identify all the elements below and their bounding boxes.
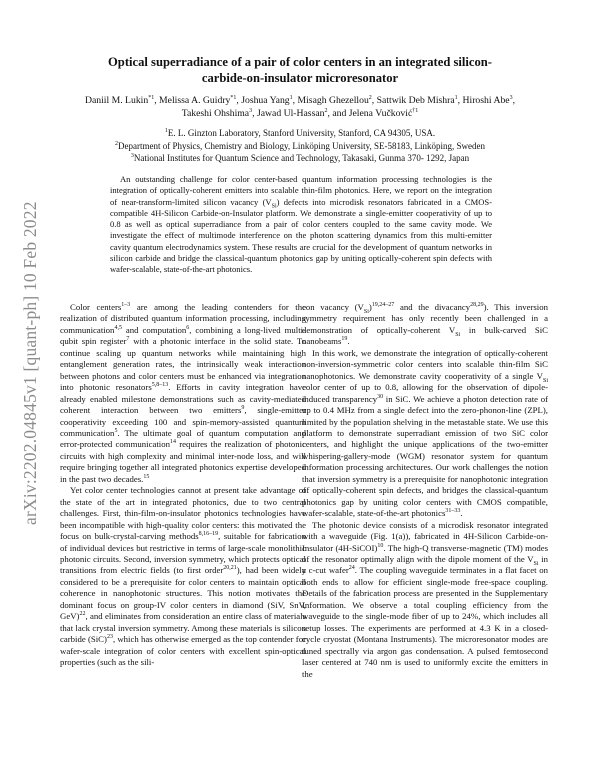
- arxiv-id[interactable]: arXiv:2202.04845v1 [quant-ph] 10 Feb 2022: [20, 201, 40, 525]
- paragraph: In this work, we demonstrate the integration of optically-coherent non-inversion-symmetric color centers into scalable thin-film SiC nanophotonics. We demonstrate cavity cooperativity of a single $V_{Si}$ color center of up to 0.8, allowing for the observation of dipole-induced transparency$^{30}$ in SiC. We achieve a photon detection rate of up to 0.4 MHz from a single defect into the zero-phonon-line (ZPL), limited by the population shelving in the metastable state. We use this platform to demonstrate superradiant emission of two SiC color centers, and highlight the unique applications of the two-emitter whispering-gallery-mode (WGM) resonator system for quantum information processing architectures. Our work challenges the notion that inversion symmetry is a prerequisite for nanophotonic integration of optically-coherent spin defects, and bridges the classical-quantum photonics gap by uniting color centers with CMOS compatible, wafer-scalable, state-of-the-art photonics$^{31-33}$.: [302, 347, 548, 519]
- affiliations: [60, 127, 540, 165]
- abstract: An outstanding challenge for color center-based quantum information processing technologies is the integration of optically-coherent emitters into scalable thin-film photonics. Here, we report on the integration of near-transform-limited silicon vacancy $(V_{Si})$ defects into microdisk resonators fabricated in a CMOS-compatible 4H-Silicon Carbide-on-Insulator platform. We demonstrate a single-emitter cooperativity of up to 0.8 as well as optical superradiance from a pair of color centers coupled to the same cavity mode. We investigate the effect of multimode interference on the photon scattering dynamics from this multi-emitter cavity quantum electrodynamics system. These results are crucial for the development of quantum networks in silicon carbide and bridge the classical-quantum photonics gap by uniting optically-coherent spin defects with wafer-scalable, state-of-the-art photonics.: [110, 174, 492, 275]
- body-left-column: [60, 302, 306, 669]
- body-right-column: [302, 302, 548, 680]
- paragraph: Color centers$^{1-3}$ are among the leading contenders for the realization of distributed quantum information processing, including communication$^{4,5}$ and computation$^6$, combining a long-lived multi-qubit spin register$^7$ with a photonic interface in the solid state. To continue scaling up quantum networks while maintaining high entanglement generation rates, the intrinsically weak interaction between photons and color centers must be enhanced via integration into photonic resonators$^{5,8-13}$. Efforts in cavity integration have already enabled milestone demonstrations such as cavity-mediated coherent interaction between two emitters$^9$, single-emitter cooperativity exceeding 100 and spin-memory-assisted quantum communication$^5$. The ultimate goal of quantum computation and error-protected communication$^{14}$ requires the realization of photonic circuits with high complexity and minimal inter-node loss, and will require bringing together all integrated photonics expertise developed in the past two decades.$^{15}$: [60, 302, 306, 484]
- affiliation-1: $^1$E. L. Ginzton Laboratory, Stanford University, Stanford, CA 94305, USA.: [164, 128, 436, 138]
- affiliation-2: $^2$Department of Physics, Chemistry and Biology, Linköping University, SE-58183, Linköping, Sweden: [114, 140, 486, 151]
- paper-title: Optical superradiance of a pair of color centers in an integrated silicon-carbide-on-insulator microresonator: [108, 55, 492, 85]
- paragraph: The photonic device consists of a microdisk resonator integrated with a waveguide (Fig. 1(a)), fabricated in 4H-Silicon Carbide-on-Insulator (4H-SiCOI)$^{10}$. The high-Q transverse-magnetic (TM) modes of the resonator optimally align with the dipole moment of the $V_{Si}$ in a c-cut wafer$^{24}$. The coupling waveguide terminates in a flat facet on both ends to allow for efficient single-mode free-space coupling. Details of the fabrication process are presented in the Supplementary Information. We observe a total coupling efficiency from the waveguide to the single-mode fiber of up to 24%, which includes all setup losses. The experiments are performed at 4.3 K in a closed-cycle cryostat (Montana Instruments). The microresonator modes are tuned spectrally via argon gas condensation. A pulsed femtosecond laser centered at 740 nm is used to uniformly excite the emitters in the: [302, 519, 548, 679]
- affiliation-3: $^3$National Institutes for Quantum Science and Technology, Takasaki, Gunma 370- 1292, Japan: [130, 153, 470, 163]
- paragraph: Yet color center technologies cannot at present take advantage of the state of the art in integrated photonics, due to two central challenges. First, thin-film-on-insulator photonics technologies have been incompatible with high-quality color centers: this motivated the focus on bulk-crystal-carving methods$^{8,16-19}$, suitable for fabrication of individual devices but restrictive in terms of large-scale monolithic photonic circuits. Second, inversion symmetry, which protects optical transitions from electric fields (to first order$^{20,21}$), had been widely considered to be a prerequisite for color centers to maintain optical coherence in nanophotonic structures. This notion motivates the dominant focus on group-IV color centers in diamond (SiV, SnV, GeV)$^{22}$, and eliminates from consideration an entire class of materials that lack crystal inversion symmetry. Among these materials is silicon carbide (SiC)$^{23}$, which has otherwise emerged as the top contender for wafer-scale integration of color centers with excellent spin-optical properties (such as the sili-: [60, 485, 306, 668]
- arxiv-watermark: [20, 201, 60, 525]
- paragraph: con vacancy $(V_{Si})^{19,24-27}$ and the divacancy$^{28,29}$). This inversion symmetry requirement has only recently been challenged in a demonstration of optically-coherent $V_{Si}$ in bulk-carved SiC nanobeams$^{19}$.: [302, 302, 548, 347]
- author-list: Daniil M. Lukin$^{*1}$, Melissa A. Guidry$^{*1}$, Joshua Yang$^1$, Misagh Ghezellou$^2$, Sattwik Deb Mishra$^1$, Hiroshi Abe$^3$, Takeshi Ohshima$^3$, Jawad Ul-Hassan$^2$, and Jelena Vučković$^{\dagger 1}$: [84, 94, 516, 119]
